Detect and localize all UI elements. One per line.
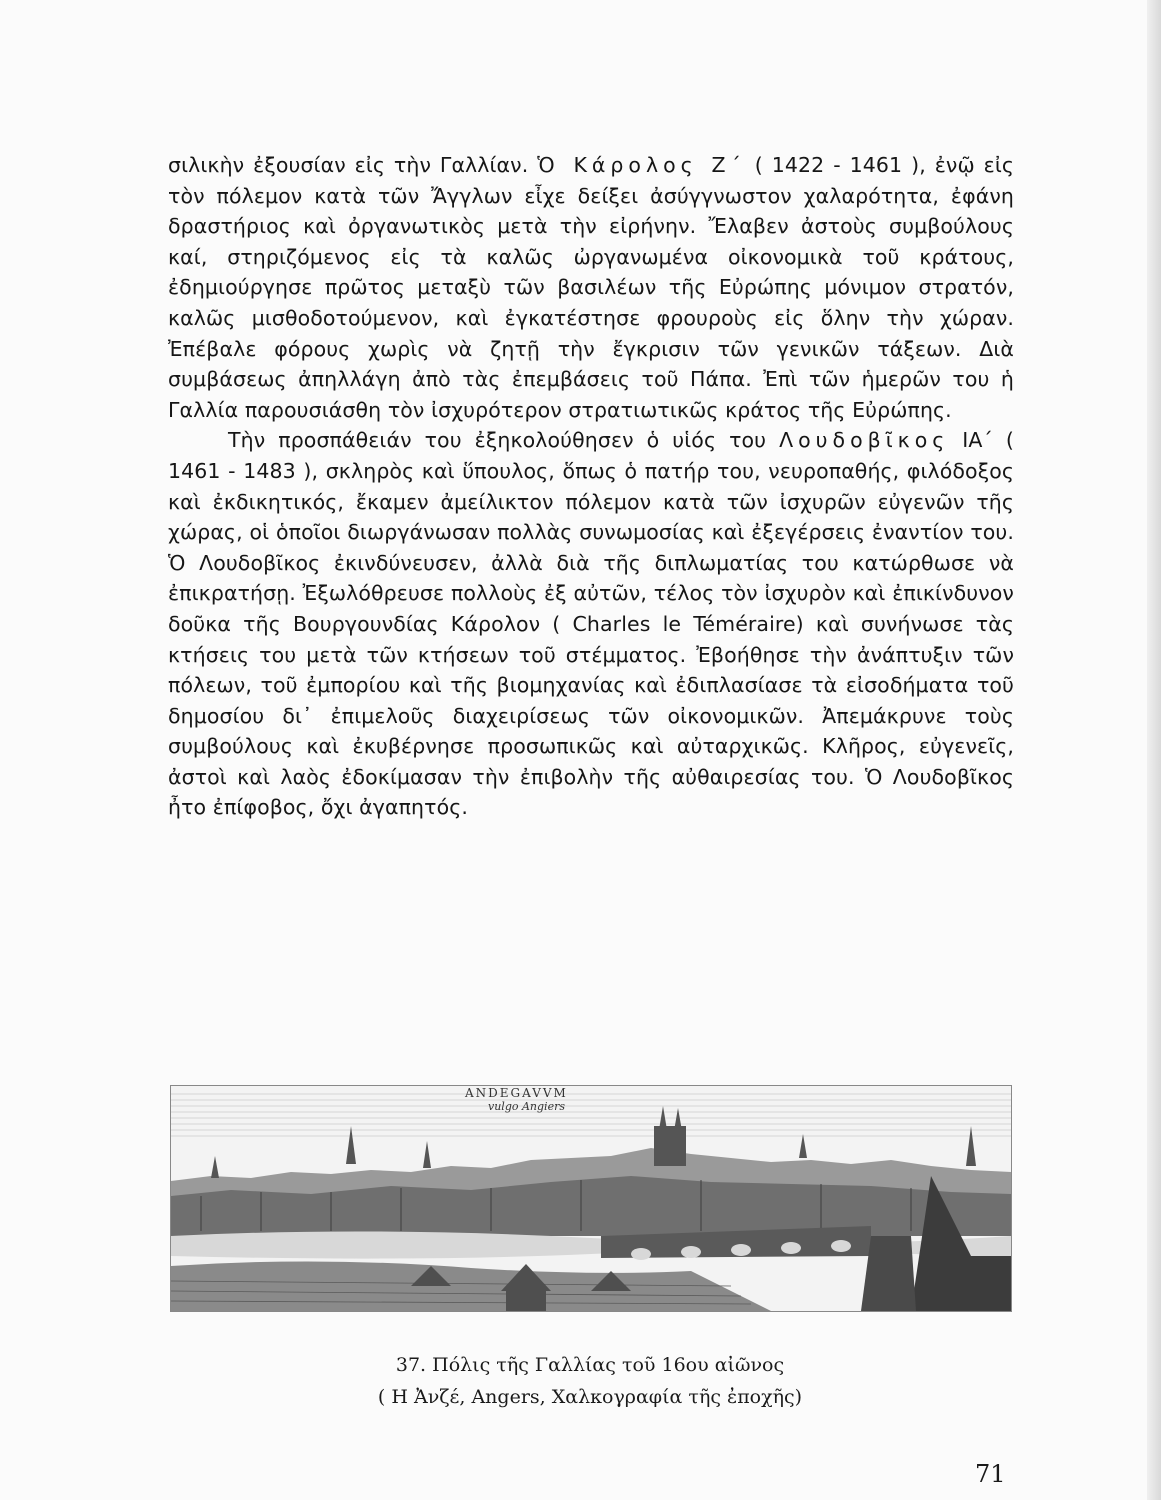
figure-caption-line-2: ( Η Ἀνζέ, Angers, Χαλκογραφία τῆς ἐποχῆς)	[377, 1386, 803, 1408]
page-edge-shadow	[1147, 0, 1161, 1500]
body-text	[168, 150, 1014, 823]
paragraph-1	[168, 150, 1014, 425]
paragraph-1-text-b: ( 1422 - 1461 ), ἐνῷ εἰς τὸν πόλεμον κατὰ τῶν Ἄγγλων εἶχε δείξει ἀσύγγνωστον χαλαρότητα, ἐφάνη δραστήριος καὶ ὀργανωτικὸς μετὰ τὴν εἰρήνην. Ἔλαβεν ἀστοὺς συμβούλους καί, στηριζόμενος εἰς τὰ καλῶς ὠργανωμένα οἰκονομικὰ τοῦ κράτους, ἐδημιούργησε πρῶτος μεταξὺ τῶν βασιλέων τῆς Εὐρώπης μόνιμον στρατόν, καλῶς μισθοδοτούμενον, καὶ ἐγκατέστησε φρουροὺς εἰς ὅλην τὴν χώραν. Ἐπέβαλε φόρους χωρὶς νὰ ζητῇ τὴν ἔγκρισιν τῶν γενικῶν τάξεων. Διὰ συμβάσεως ἀπηλλάγη ἀπὸ τὰς ἐπεμβάσεις τοῦ Πάπα. Ἐπὶ τῶν ἡμερῶν του ἡ Γαλλία παρουσιάσθη τὸν ἰσχυρότερον στρατιωτικῶς κράτος τῆς Εὐρώπης.	[168, 153, 1014, 422]
figure-caption-line-1: 37. Πόλις τῆς Γαλλίας τοῦ 16ου αἰῶνος	[395, 1354, 785, 1376]
paragraph-2-text-a: Τὴν προσπάθειάν του ἐξηκολούθησεν ὁ υἱός του	[228, 428, 780, 453]
louis-xi-name: Λουδοβῖκος	[779, 428, 950, 453]
paragraph-2-text-b: ΙΑ΄ ( 1461 - 1483 ), σκληρὸς καὶ ὕπουλος, ὅπως ὁ πατήρ του, νευροπαθής, φιλόδοξος καὶ ἐκδικητικός, ἔκαμεν ἀμείλικτον πόλεμον κατὰ τῶν ἰσχυρῶν εὐγενῶν τῆς χώρας, οἱ ὁποῖοι διωργάνωσαν πολλὰς συνωμοσίας καὶ ἐξεγέρσεις ἐναντίον του. Ὁ Λουδοβῖκος ἐκινδύνευσεν, ἀλλὰ διὰ τῆς διπλωματίας του κατώρθωσε νὰ ἐπικρατήσῃ. Ἐξωλόθρευσε πολλοὺς ἐξ αὐτῶν, τέλος τὸν ἰσχυρὸν καὶ ἐπικίνδυνον δοῦκα τῆς Βουργουνδίας Κάρολον ( Charles le Téméraire) καὶ συνήνωσε τὰς κτήσεις του μετὰ τῶν κτήσεων τοῦ στέμματος. Ἐβοήθησε τὴν ἀνάπτυξιν τῶν πόλεων, τοῦ ἐμπορίου καὶ τῆς βιομηχανίας καὶ ἐδιπλασίασε τὰ εἰσοδήματα τοῦ δημοσίου δι᾿ ἐπιμελοῦς διαχειρίσεως τῶν οἰκονομικῶν. Ἀπεμάκρυνε τοὺς συμβούλους καὶ ἐκυβέρνησε προσωπικῶς καὶ αὐταρχικῶς. Κλῆρος, εὐγενεῖς, ἀστοὶ καὶ λαὸς ἐδοκίμασαν τὴν ἐπιβολὴν τῆς αὐθαιρεσίας του. Ὁ Λουδοβῖκος ἦτο ἐπίφοβος, ὄχι ἀγαπητός.	[168, 428, 1014, 820]
paragraph-2	[168, 425, 1014, 823]
engraving-illustration	[171, 1086, 1011, 1311]
angers-engraving	[170, 1085, 1012, 1312]
engraving-subtitle: vulgo Angiers	[488, 1100, 565, 1113]
engraving-title: ANDEGAVVM	[465, 1086, 568, 1100]
paragraph-1-text-a: σιλικὴν ἐξουσίαν εἰς τὴν Γαλλίαν.	[168, 153, 538, 177]
charles-vii-name: Ὁ Κάρολος Ζ΄	[537, 153, 746, 177]
page-number: 71	[975, 1460, 1006, 1488]
